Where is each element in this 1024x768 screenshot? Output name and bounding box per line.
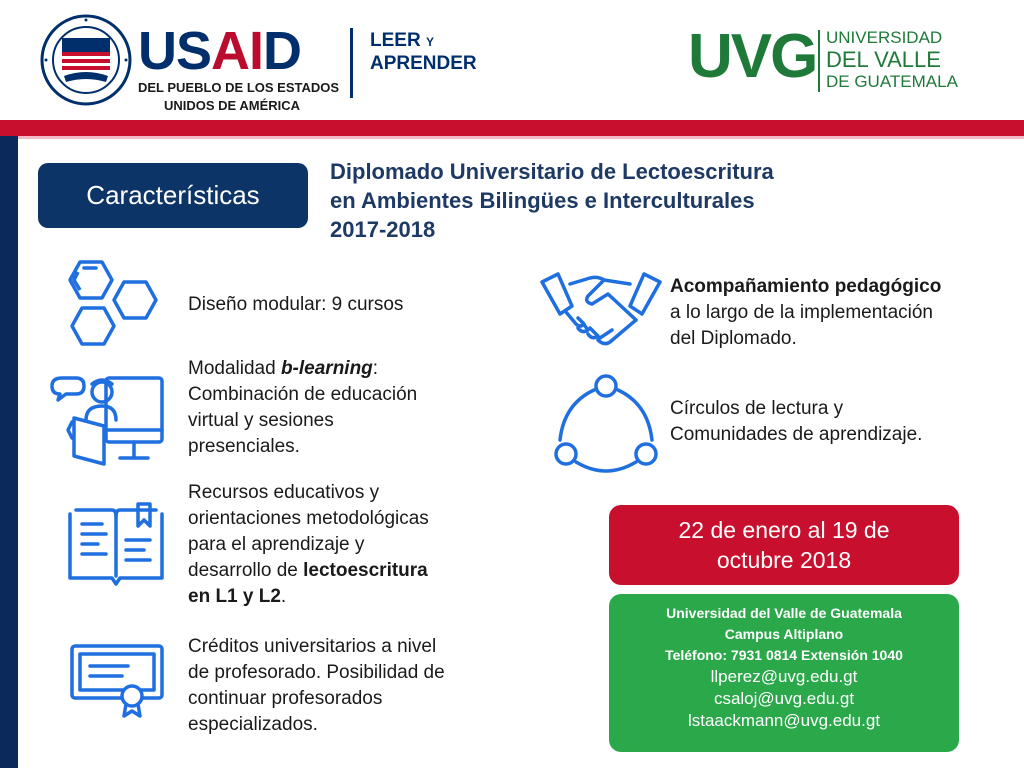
recursos-line-4-bold: lectoescritura — [303, 560, 428, 581]
student-computer-icon — [46, 370, 166, 470]
date-line-1: 22 de enero al 19 de — [678, 517, 890, 543]
header — [0, 0, 1024, 120]
feature-recursos — [188, 480, 429, 610]
feature-creditos-line-2: de profesorado. Posibilidad de — [188, 662, 445, 683]
pink-accent-line — [0, 136, 1024, 139]
feature-modular-text: Diseño modular: 9 cursos — [188, 294, 404, 315]
blearning-bold: b-learning — [280, 358, 373, 379]
blearning-pre: Modalidad — [188, 358, 281, 379]
date-range-box — [609, 505, 959, 585]
recursos-line-4-pre: desarrollo de — [188, 560, 304, 581]
uvg-wordmark: UVG — [688, 22, 817, 91]
feature-acompanamiento-line-3: del Diplomado. — [670, 328, 797, 349]
title-line-3: 2017-2018 — [330, 217, 436, 242]
feature-creditos-line-3: continuar profesorados — [188, 688, 383, 709]
uvg-name-1: UNIVERSIDAD — [826, 28, 943, 47]
feature-acompanamiento — [670, 274, 941, 352]
feature-blearning-line-3: virtual y sesiones — [188, 410, 334, 431]
uvg-name-2: DEL VALLE — [826, 47, 941, 72]
program-line-2: APRENDER — [370, 53, 477, 74]
feature-recursos-line-1: Recursos educativos y — [188, 482, 380, 503]
feature-recursos-line-3: para el aprendizaje y — [188, 534, 365, 555]
date-line-2: octubre 2018 — [716, 547, 852, 573]
usaid-tagline-1: DEL PUEBLO DE LOS ESTADOS — [138, 80, 340, 95]
recursos-line-5-bold: en L1 y L2 — [188, 586, 281, 607]
feature-circulos-line-1: Círculos de lectura y — [670, 398, 844, 419]
feature-circulos-line-2: Comunidades de aprendizaje. — [670, 424, 923, 445]
open-book-icon — [62, 500, 170, 592]
contact-institution: Universidad del Valle de Guatemala — [666, 605, 902, 621]
usaid-wordmark — [138, 21, 339, 81]
certificate-icon — [68, 640, 168, 718]
contact-campus: Campus Altiplano — [724, 626, 844, 642]
uvg-divider — [818, 30, 820, 92]
title-line-2: en Ambientes Bilingües e Interculturales — [330, 188, 755, 213]
feature-creditos-line-4: especializados. — [188, 714, 318, 735]
contact-box — [609, 594, 959, 752]
uvg-name — [826, 28, 958, 92]
feature-recursos-line-5 — [188, 584, 429, 610]
program-line-1: LEER — [370, 30, 421, 51]
feature-blearning-line-2: Combinación de educación — [188, 384, 418, 405]
feature-circulos — [670, 396, 922, 448]
recursos-line-5-post: . — [280, 586, 287, 607]
program-logo — [370, 30, 477, 75]
feature-blearning — [188, 356, 417, 460]
feature-modular — [188, 292, 403, 318]
usaid-letters-us: US — [138, 21, 212, 81]
usaid-logo — [138, 21, 340, 114]
feature-creditos — [188, 634, 445, 738]
program-y: Y — [425, 35, 434, 49]
usaid-letter-d: D — [263, 21, 302, 81]
logo-divider — [350, 28, 353, 98]
characteristics-label: Características — [38, 163, 308, 228]
contact-email[interactable]: csaloj@uvg.edu.gt — [713, 689, 855, 708]
hexagon-cluster-icon — [66, 258, 162, 350]
title-line-1: Diplomado Universitario de Lectoescritura — [330, 159, 774, 184]
feature-blearning-line-4: presenciales. — [188, 436, 300, 457]
uvg-name-3: DE GUATEMALA — [826, 72, 958, 91]
navy-side-bar — [0, 136, 18, 768]
feature-creditos-line-1: Créditos universitarios a nivel — [188, 636, 437, 657]
feature-recursos-line-2: orientaciones metodológicas — [188, 508, 429, 529]
feature-recursos-line-4 — [188, 558, 429, 584]
blearning-post: : — [372, 358, 379, 379]
feature-blearning-line-1 — [188, 356, 417, 382]
contact-phone: Teléfono: 7931 0814 Extensión 1040 — [665, 647, 903, 663]
page-title — [330, 157, 890, 244]
red-accent-bar — [0, 120, 1024, 136]
usaid-letters-ai: AI — [211, 21, 264, 81]
feature-acompanamiento-line-2: a lo largo de la implementación — [670, 302, 933, 323]
acompanamiento-bold: Acompañamiento pedagógico — [670, 276, 942, 297]
contact-email[interactable]: llperez@uvg.edu.gt — [710, 667, 858, 686]
contact-email[interactable]: lstaackmann@uvg.edu.gt — [687, 711, 881, 730]
cycle-circles-icon — [548, 370, 660, 478]
usaid-tagline-2: UNIDOS DE AMÉRICA — [164, 98, 301, 113]
handshake-icon — [538, 268, 664, 354]
usaid-seal-icon — [40, 14, 132, 106]
